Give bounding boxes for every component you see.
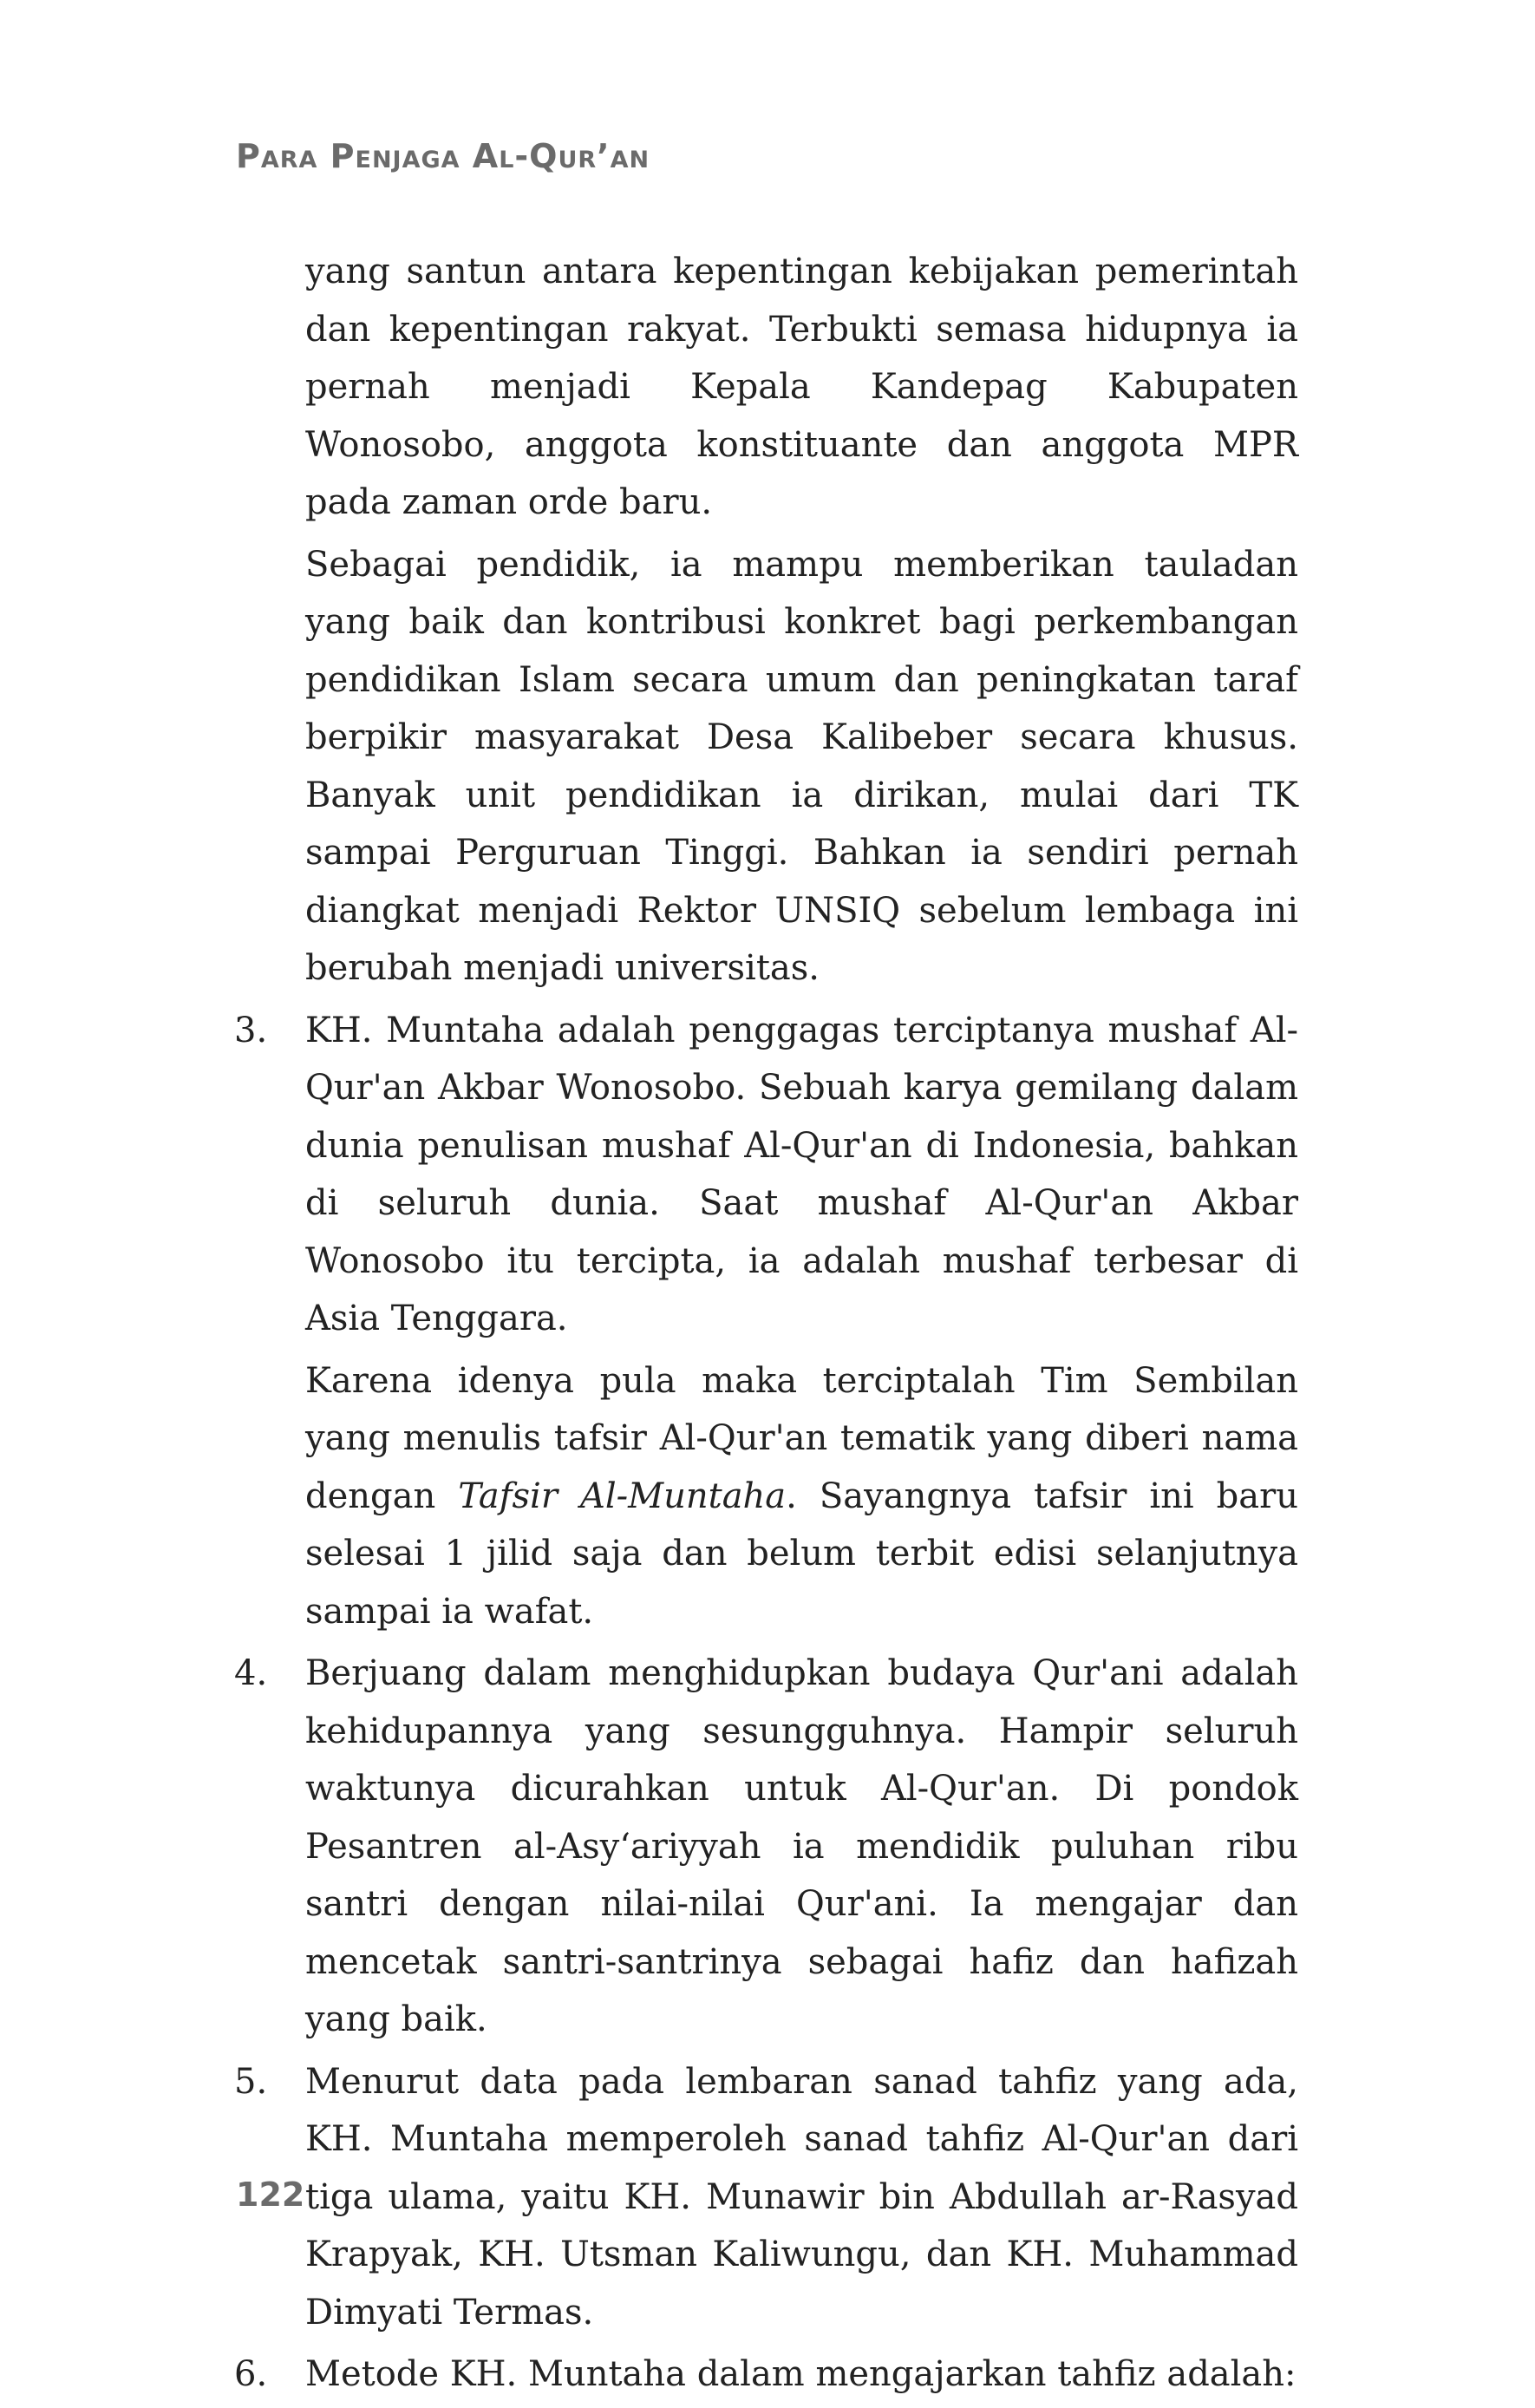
- list-item-6: [234, 2346, 1298, 2404]
- page-number: 122: [236, 2176, 305, 2214]
- paragraph-2: Sebagai pendidik, ia mampu memberikan tauladan yang baik dan kontribusi konkret bagi perkembangan pendidikan Islam secara umum dan peningkatan taraf berpikir masyarakat Desa Kalibeber secara khusus. Banyak unit pendidikan ia dirikan, mulai dari TK sampai Perguruan Tinggi. Bahkan ia sendiri pernah diangkat menjadi Rektor UNSIQ sebelum lembaga ini berubah menjadi universitas.: [305, 544, 1298, 988]
- list-item-5-text: Menurut data pada lembaran sanad tahfiz yang ada, KH. Muntaha memperoleh sanad tahfiz Al-Qur'an dari tiga ulama, yaitu KH. Munawir bin Abdullah ar-Rasyad Krapyak, KH. Utsman Kaliwungu, dan KH. Muhammad Dimyati Termas.: [305, 2061, 1298, 2333]
- tafsir-title-italic: Tafsir Al-Muntaha: [458, 1476, 787, 1516]
- list-number-3: 3.: [234, 1010, 268, 1050]
- followup-text-before: Karena idenya pula maka terciptalah Tim Sembilan yang menulis tafsir Al-Qur'an tematik yang diberi nama dengan: [305, 1360, 1298, 1516]
- list-number-4: 4.: [234, 1653, 268, 1693]
- list-item-6-text: Metode KH. Muntaha dalam mengajarkan tahfiz adalah:: [305, 2354, 1297, 2394]
- list-item-4: [234, 1645, 1298, 2049]
- paragraph-1: yang santun antara kepentingan kebijakan pemerintah dan kepentingan rakyat. Terbukti semasa hidupnya ia pernah menjadi Kepala Kandepag Kabupaten Wonosobo, anggota konstituante dan anggota MPR pada zaman orde baru.: [305, 252, 1298, 522]
- running-head-title: Para Penjaga Al-Qur’an: [236, 137, 650, 175]
- followup-text-after: . Sayangnya tafsir ini baru selesai 1 jilid saja dan belum terbit edisi selanjutnya sampai ia wafat.: [305, 1476, 1299, 1632]
- list-item-3-text: KH. Muntaha adalah penggagas terciptanya mushaf Al-Qur'an Akbar Wonosobo. Sebuah karya gemilang dalam dunia penulisan mushaf Al-Qur'an di Indonesia, bahkan di seluruh dunia. Saat mushaf Al-Qur'an Akbar Wonosobo itu tercipta, ia adalah mushaf terbesar di Asia Tenggara.: [305, 1010, 1298, 1338]
- list-item-3: [234, 1002, 1299, 1641]
- list-item-3-followup: [305, 1352, 1298, 1641]
- list-number-6: 6.: [234, 2354, 268, 2394]
- list-number-5: 5.: [234, 2061, 268, 2102]
- list-item-4-text: Berjuang dalam menghidupkan budaya Qur'ani adalah kehidupannya yang sesungguhnya. Hampir seluruh waktunya dicurahkan untuk Al-Qur'an. Di pondok Pesantren al-Asy‘ariyyah ia mendidik puluhan ribu santri dengan nilai-nilai Qur'ani. Ia mengajar dan mencetak santri-santrinya sebagai hafiz dan hafizah yang baik.: [305, 1653, 1298, 2039]
